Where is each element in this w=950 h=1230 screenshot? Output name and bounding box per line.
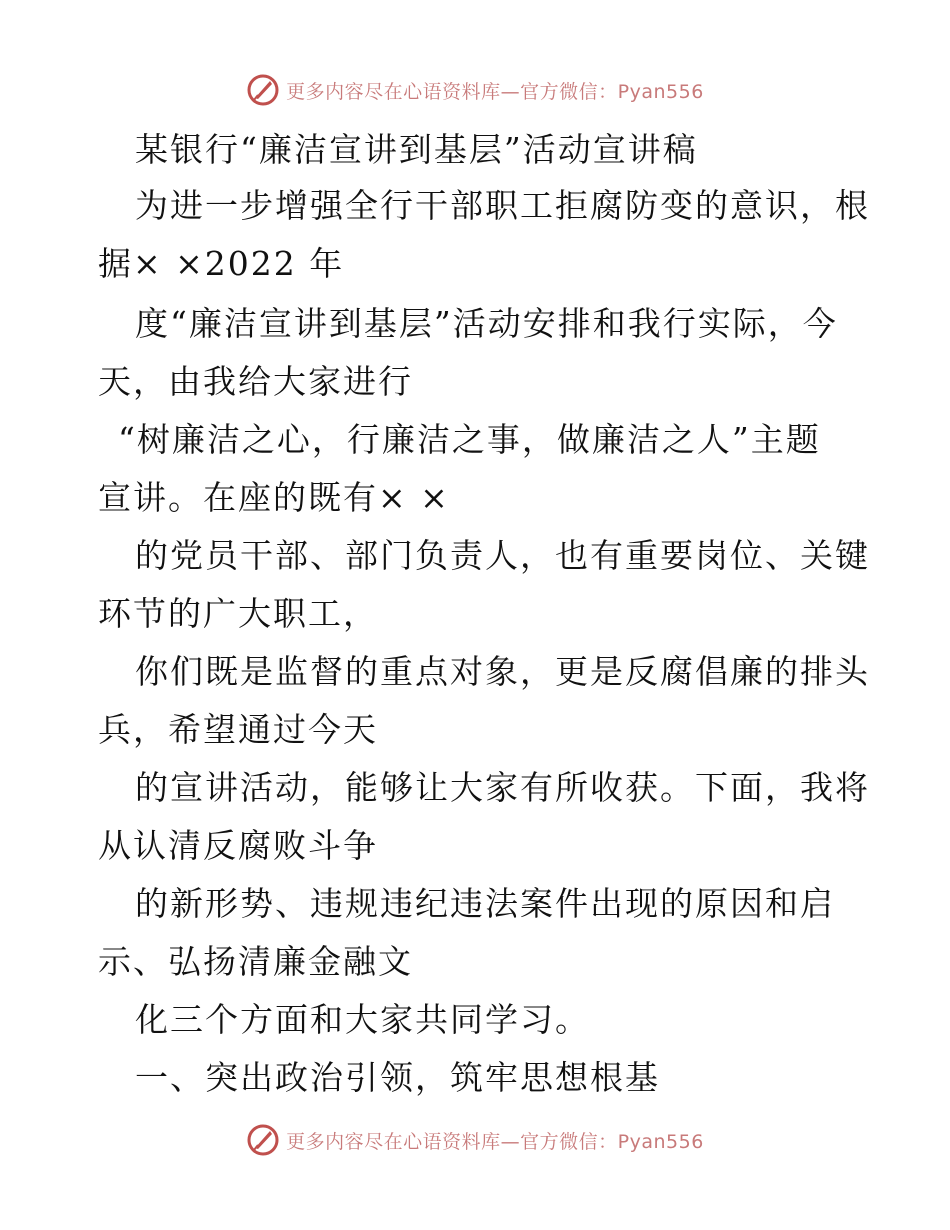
doc-line: 度“廉洁宣讲到基层”活动安排和我行实际，今 [135,304,838,343]
section-heading: 一、突出政治引领，筑牢思想根基 [135,1058,660,1097]
doc-line: “树廉洁之心，行廉洁之事，做廉洁之人”主题 [118,420,821,459]
doc-line: 兵，希望通过今天 [98,710,378,749]
doc-line: 天，由我给大家进行 [98,362,413,401]
doc-line: 的新形势、违规违纪违法案件出现的原因和启 [135,884,835,923]
doc-line: 示、弘扬清廉金融文 [98,942,413,981]
doc-line: 环节的广大职工， [98,594,378,633]
watermark-banner-top [0,70,950,110]
watermark-text: 更多内容尽在心语资料库—官方微信：Pyan556 [286,80,704,103]
feather-pen-icon [246,1123,280,1157]
watermark-text: 更多内容尽在心语资料库—官方微信：Pyan556 [286,1130,704,1153]
doc-title: 某银行“廉洁宣讲到基层”活动宣讲稿 [135,130,698,169]
doc-line: 的党员干部、部门负责人，也有重要岗位、关键 [135,536,870,575]
doc-line: 你们既是监督的重点对象，更是反腐倡廉的排头 [135,652,870,691]
doc-line: 从认清反腐败斗争 [98,826,378,865]
watermark-banner-bottom [0,1120,950,1160]
feather-pen-icon [246,73,280,107]
doc-line: 的宣讲活动，能够让大家有所收获。下面，我将 [135,768,870,807]
doc-line: 为进一步增强全行干部职工拒腐防变的意识，根 [135,186,870,225]
doc-line: 宣讲。在座的既有× × [98,478,450,517]
doc-line: 化三个方面和大家共同学习。 [135,1000,590,1039]
doc-line: 据× ×2022 年 [98,244,345,283]
